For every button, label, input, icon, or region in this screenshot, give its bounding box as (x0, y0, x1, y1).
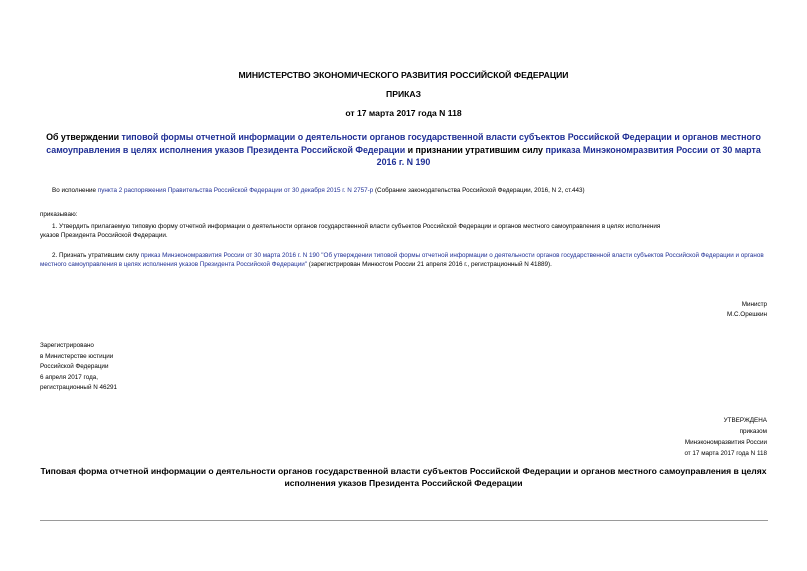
doc-date-number: от 17 марта 2017 года N 118 (345, 108, 462, 118)
item-2-text-2: (зарегистрирован Минюстом России 21 апреля 2016 г., регистрационный N 41889). (307, 261, 552, 268)
ministry-heading: МИНИСТЕРСТВО ЭКОНОМИЧЕСКОГО РАЗВИТИЯ РОССИЙСКОЙ ФЕДЕРАЦИИ (238, 70, 569, 80)
approval-line: приказом (739, 428, 767, 435)
registration-line: в Министерстве юстиции (40, 352, 114, 360)
title-text-2: и признании утратившим силу (405, 144, 546, 155)
registration-line: регистрационный N 46291 (40, 384, 118, 391)
intro-link-decree[interactable]: пункта 2 распоряжения Правительства Российской Федерации от 30 декабря 2015 г. N 2757-р (97, 187, 374, 194)
title-text-1: Об утверждении (46, 132, 122, 142)
signature-position: Министр (741, 301, 767, 308)
item-1-line-1: 1. Утвердить прилагаемую типовую форму отчетной информации о деятельности органов государственной власти субъектов Российской Федерации и органов местного самоуправления в целях исполнения (52, 223, 661, 230)
item-1-paragraph (40, 222, 770, 240)
registration-line: 6 апреля 2017 года, (40, 373, 98, 381)
item-2-text-1: 2. Признать утратившим силу (52, 252, 141, 259)
title-link-form[interactable]: типовой формы отчетной информации о деятельности органов государственной власти субъектов Российской Федерации и органов местного самоуправления в целях исполнения указов Президента Российской Федерации (46, 132, 761, 155)
registration-line: Зарегистрировано (40, 342, 94, 349)
item-2-paragraph (40, 251, 770, 269)
item-1-line-2: указов Президента Российской Федерации. (40, 232, 168, 239)
signature-block (727, 300, 767, 321)
approval-line: УТВЕРЖДЕНА (723, 417, 767, 424)
approval-block (684, 415, 767, 459)
intro-text-1: Во исполнение (52, 187, 98, 194)
approval-line: от 17 марта 2017 года N 118 (684, 450, 767, 457)
intro-paragraph (52, 186, 772, 195)
signature-name: М.С.Орешкин (727, 311, 767, 319)
intro-text-2: (Собрание законодательства Российской Федерации, 2016, N 2, ст.443) (373, 187, 585, 194)
doc-type-heading: ПРИКАЗ (386, 89, 421, 99)
order-word: приказываю: (40, 211, 78, 218)
registration-line: Российской Федерации (40, 363, 109, 370)
item-2-link-order[interactable]: приказ Минэкономразвития России от 30 марта 2016 г. N 190 "Об утверждении типовой формы отчетной информации о деятельности органов государственной власти субъектов Российской Федерации и органов местного самоуправления в целях исполнения указов Президента Российской Федерации" (40, 252, 764, 268)
form-title: Типовая форма отчетной информации о деятельности органов государственной власти субъектов Российской Федерации и органов местного самоуправления в целях исполнения указов Президента Российской Федерации (40, 466, 767, 488)
divider-line (40, 520, 768, 521)
title-link-order[interactable]: приказа Минэкономразвития России от 30 марта 2016 г. N 190 (376, 144, 761, 167)
registration-block (40, 341, 117, 394)
approval-line: Минэкономразвития России (684, 439, 767, 446)
document-title (40, 131, 767, 169)
